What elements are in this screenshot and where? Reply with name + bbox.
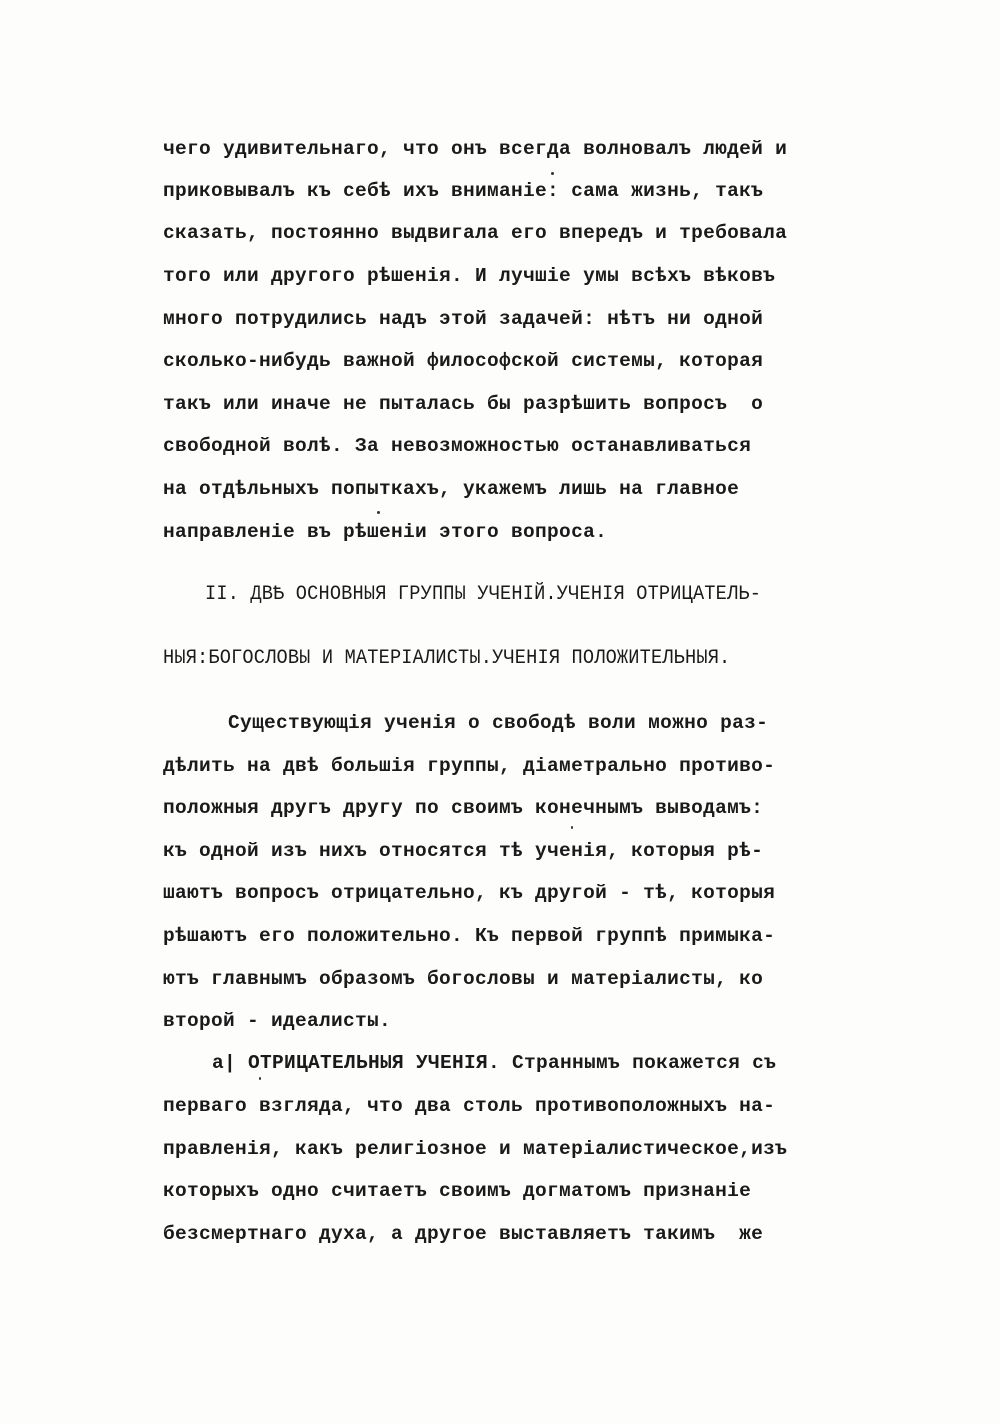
text-line: сказать, постоянно выдвигала его впередъ и требовала [163, 222, 788, 244]
text-line: которыхъ одно считаетъ своимъ догматомъ признаніе [163, 1180, 752, 1202]
text-line: приковывалъ къ себѣ ихъ вниманіе: сама жизнь, такъ [163, 180, 764, 202]
text-line: къ одной изъ нихъ относятся тѣ ученія, которыя рѣ- [163, 840, 764, 862]
text-line: шаютъ вопросъ отрицательно, къ другой - тѣ, которыя [163, 882, 776, 904]
text-line: чего удивительнаго, что онъ всегда волновалъ людей и [163, 138, 788, 160]
text-line: ютъ главнымъ образомъ богословы и матеріалисты, ко [163, 968, 764, 990]
text-line: рѣшаютъ его положительно. Къ первой группѣ примыка- [163, 925, 776, 947]
text-line: того или другого рѣшенія. И лучшіе умы всѣхъ вѣковъ [163, 265, 776, 287]
section-heading-line-1: II. ДВѢ ОСНОВНЫЯ ГРУППЫ УЧЕНІЙ.УЧЕНІЯ ОТРИЦАТЕЛЬ- [205, 583, 762, 606]
text-line: а| ОТРИЦАТЕЛЬНЫЯ УЧЕНІЯ. Страннымъ покажется съ [212, 1052, 777, 1074]
text-line: направленіе въ рѣшеніи этого вопроса. [163, 521, 608, 543]
ink-speck [571, 826, 573, 829]
text-line: правленія, какъ религіозное и матеріалистическое,изъ [163, 1138, 788, 1160]
text-line: на отдѣльныхъ попыткахъ, укажемъ лишь на главное [163, 478, 740, 500]
ink-speck [377, 511, 380, 514]
ink-speck [259, 1077, 261, 1080]
text-line: безсмертнаго духа, а другое выставляетъ такимъ же [163, 1223, 764, 1245]
text-line: много потрудились надъ этой задачей: нѣтъ ни одной [163, 308, 764, 330]
text-line: Существующія ученія о свободѣ воли можно раз- [228, 712, 769, 734]
text-line: второй - идеалисты. [163, 1010, 392, 1032]
text-line: свободной волѣ. За невозможностью останавливаться [163, 435, 752, 457]
text-line: перваго взгляда, что два столь противоположныхъ на- [163, 1095, 776, 1117]
ink-speck [551, 172, 554, 175]
text-line: такъ или иначе не пыталась бы разрѣшить вопросъ о [163, 393, 764, 415]
text-line: дѣлить на двѣ большія группы, діаметрально противо- [163, 755, 776, 777]
text-line: сколько-нибудь важной философской системы, которая [163, 350, 764, 372]
section-heading-line-2: НЫЯ:БОГОСЛОВЫ И МАТЕРІАЛИСТЫ.УЧЕНІЯ ПОЛОЖИТЕЛЬНЫЯ. [163, 647, 731, 670]
text-line: положныя другъ другу по своимъ конечнымъ выводамъ: [163, 797, 764, 819]
